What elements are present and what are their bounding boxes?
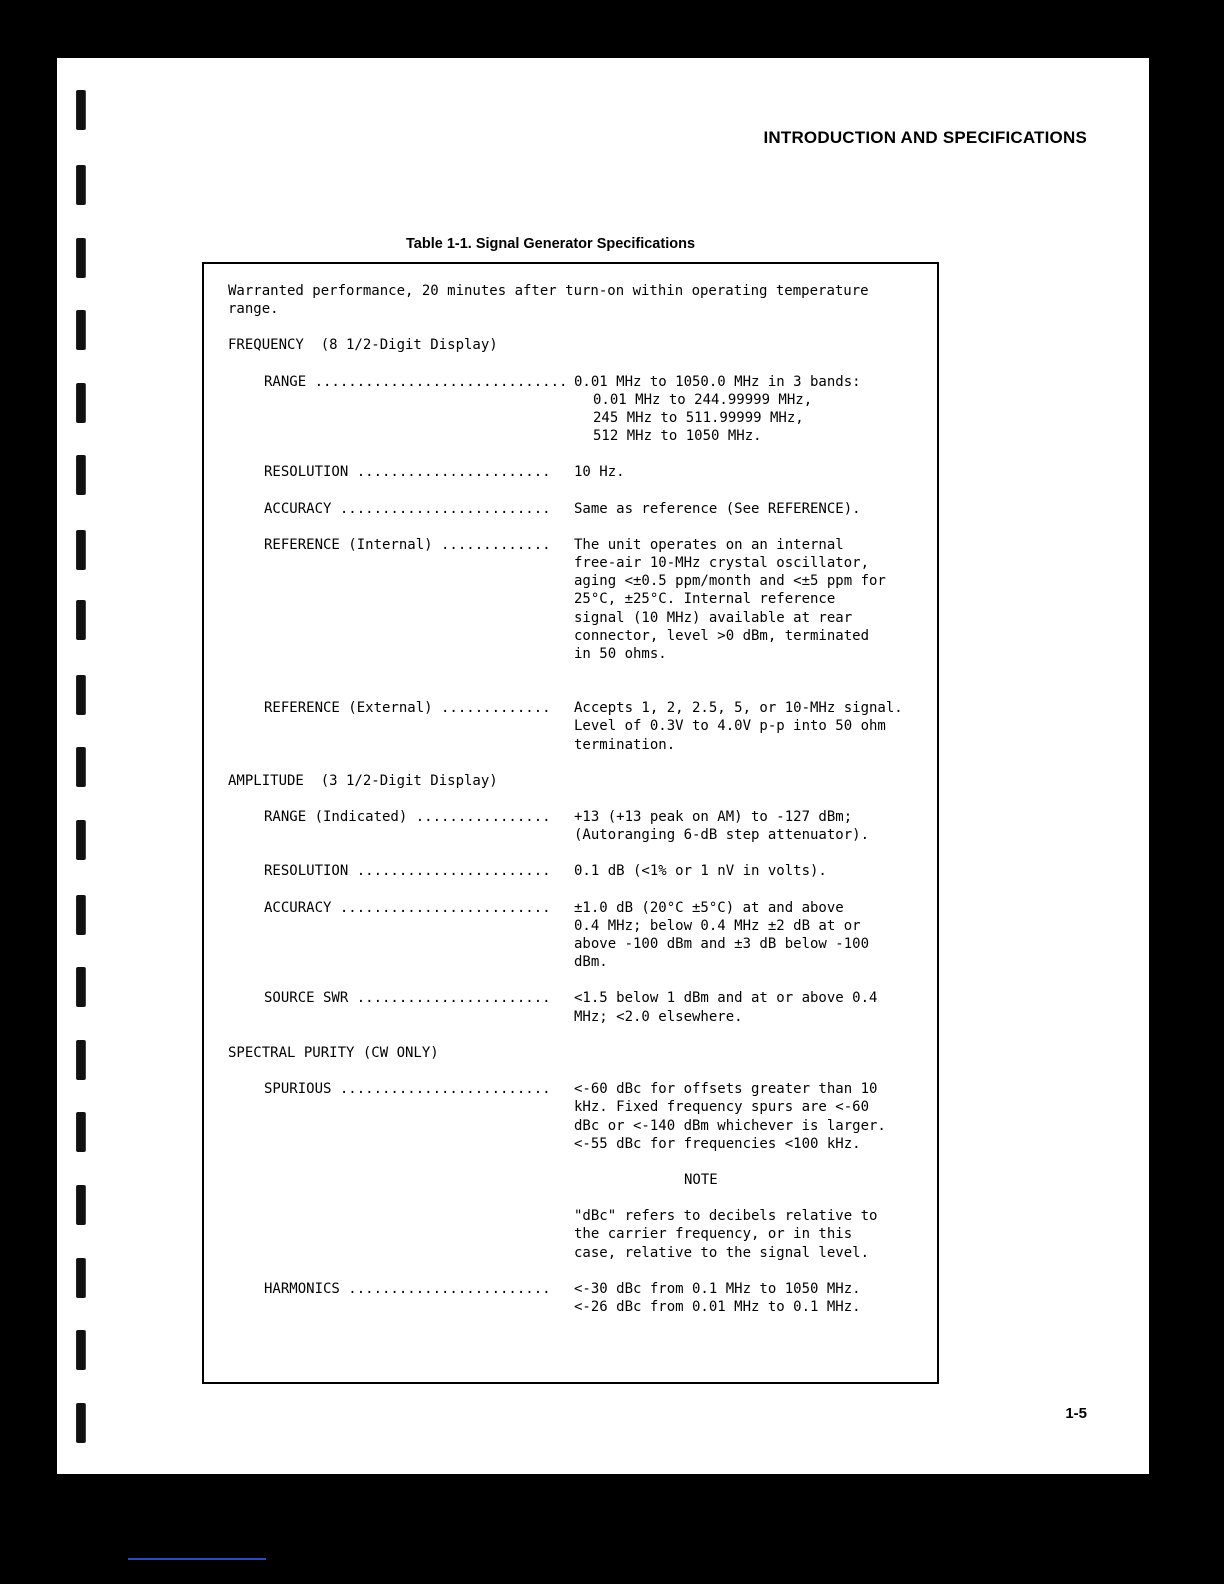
spec-label: SPURIOUS ......................... [264,1081,551,1098]
binder-hole-icon [72,967,90,1007]
binder-hole-icon [72,1258,90,1298]
binder-hole-icon [72,165,90,205]
spec-row-frequency-accuracy [228,500,928,518]
spec-row-reference-internal [228,536,928,663]
spec-value-line: +13 (+13 peak on AM) to -127 dBm; [574,809,853,826]
spec-value-line: 10 Hz. [574,464,625,481]
spec-value-line: free-air 10-MHz crystal oscillator, [574,555,870,572]
spec-value-line: The unit operates on an internal [574,536,844,553]
binder-hole-icon [72,1403,90,1443]
table-caption: Table 1-1. Signal Generator Specifications [406,236,696,252]
binder-hole-icon [72,820,90,860]
spec-note-body [228,1207,928,1262]
binder-hole-icon [72,383,90,423]
spec-note [228,1171,928,1189]
binder-hole-icon [72,1112,90,1152]
spec-label: SOURCE SWR ....................... [264,990,551,1007]
spec-value-line: 512 MHz to 1050 MHz. [593,428,762,445]
frequency-heading: FREQUENCY (8 1/2-Digit Display) [228,337,498,354]
amplitude-heading: AMPLITUDE (3 1/2-Digit Display) [228,772,498,789]
spec-label: ACCURACY ......................... [264,899,551,916]
spec-label: REFERENCE (External) ............. [264,700,551,717]
spec-row-amplitude-resolution [228,862,928,880]
page-number: 1-5 [1065,1405,1087,1422]
spec-value-line: MHz; <2.0 elsewhere. [574,1008,743,1025]
scan-edge-mark [128,1558,266,1560]
spec-row-spurious [228,1080,928,1153]
intro-line-2: range. [228,301,279,318]
specifications-table [202,262,939,1384]
binder-hole-icon [72,675,90,715]
binder-hole-icon [72,1185,90,1225]
spec-label: RANGE .............................. [264,373,568,390]
spec-value-line: in 50 ohms. [574,646,667,663]
spec-value-line: dBm. [574,954,608,971]
spec-value-line: (Autoranging 6-dB step attenuator). [574,827,870,844]
note-line: case, relative to the signal level. [574,1244,870,1261]
spec-label: ACCURACY ......................... [264,500,551,517]
document-page [57,58,1149,1474]
binder-hole-icon [72,1330,90,1370]
spec-row-source-swr [228,989,928,1025]
spec-label: HARMONICS ........................ [264,1280,551,1297]
note-line: the carrier frequency, or in this [574,1226,853,1243]
spec-value-line: aging <±0.5 ppm/month and <±5 ppm for [574,573,886,590]
binder-hole-icon [72,238,90,278]
spec-value-line: 245 MHz to 511.99999 MHz, [593,410,804,427]
note-line: "dBc" refers to decibels relative to [574,1208,878,1225]
spec-row-frequency-resolution [228,463,928,481]
binder-hole-icon [72,90,90,130]
spec-value-line: <-26 dBc from 0.01 MHz to 0.1 MHz. [574,1298,861,1315]
binder-hole-icon [72,455,90,495]
binder-hole-icon [72,895,90,935]
intro-line-1: Warranted performance, 20 minutes after turn-on within operating temperature [228,283,869,299]
spec-value-line: dBc or <-140 dBm whichever is larger. [574,1117,886,1134]
spec-label: REFERENCE (Internal) ............. [264,536,551,553]
spec-row-reference-external [228,699,928,754]
spec-value-line: <-60 dBc for offsets greater than 10 [574,1081,878,1098]
page-header-title: INTRODUCTION AND SPECIFICATIONS [763,128,1087,147]
spec-value-line: 0.1 dB (<1% or 1 nV in volts). [574,863,827,880]
binder-hole-icon [72,530,90,570]
spec-row-amplitude-accuracy [228,899,928,972]
spec-value-line: termination. [574,736,676,753]
spec-value-line: ±1.0 dB (20°C ±5°C) at and above [574,899,844,916]
spec-value-line: kHz. Fixed frequency spurs are <-60 [574,1099,870,1116]
binder-hole-icon [72,747,90,787]
spec-label: RESOLUTION ....................... [264,863,551,880]
binder-hole-icon [72,600,90,640]
spec-value-line: 0.01 MHz to 1050.0 MHz in 3 bands: [574,373,861,390]
spec-value-line: 25°C, ±25°C. Internal reference [574,591,836,608]
spec-value-line: Accepts 1, 2, 2.5, 5, or 10-MHz signal. [574,700,903,717]
spec-value-line: <-55 dBc for frequencies <100 kHz. [574,1135,861,1152]
spectral-purity-heading: SPECTRAL PURITY (CW ONLY) [228,1044,439,1061]
spec-value-line: above -100 dBm and ±3 dB below -100 [574,936,870,953]
spec-row-harmonics [228,1280,928,1316]
spec-value-line: 0.4 MHz; below 0.4 MHz ±2 dB at or [574,917,861,934]
binder-hole-icon [72,310,90,350]
spec-value-line: <1.5 below 1 dBm and at or above 0.4 [574,990,878,1007]
spec-value-line: signal (10 MHz) available at rear [574,609,853,626]
spec-value-line: <-30 dBc from 0.1 MHz to 1050 MHz. [574,1280,861,1297]
spec-label: RESOLUTION ....................... [264,464,551,481]
note-title: NOTE [684,1171,718,1188]
spec-row-amplitude-range [228,808,928,844]
binder-hole-icon [72,1040,90,1080]
spec-value-line: Same as reference (See REFERENCE). [574,500,861,517]
spec-value-line: Level of 0.3V to 4.0V p-p into 50 ohm [574,718,886,735]
spec-value-line: 0.01 MHz to 244.99999 MHz, [593,391,813,408]
spec-row-frequency-range [228,373,928,446]
spec-value-line: connector, level >0 dBm, terminated [574,627,870,644]
spec-label: RANGE (Indicated) ................ [264,809,551,826]
